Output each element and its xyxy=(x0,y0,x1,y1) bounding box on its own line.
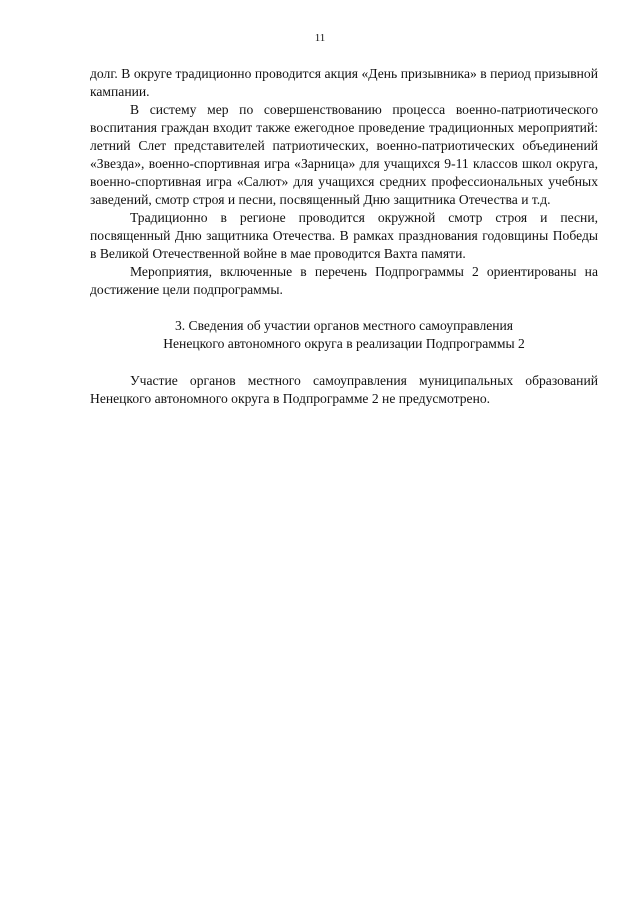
paragraph-local-government: Участие органов местного самоуправления муниципальных образований Ненецкого автономного округа в Подпрограмме 2 не предусмотрено. xyxy=(90,373,598,406)
section-heading-line-1: 3. Сведения об участии органов местного самоуправления xyxy=(174,318,514,333)
paragraph-review: Традиционно в регионе проводится окружной смотр строя и песни, посвященный Дню защитника Отечества. В рамках празднования годовщины Победы в Великой Отечественной войне в мае проводится Вахта памяти. xyxy=(90,210,598,261)
section-heading-line-2: Ненецкого автономного округа в реализации Подпрограммы 2 xyxy=(163,336,525,351)
paragraph-events: Мероприятия, включенные в перечень Подпрограммы 2 ориентированы на достижение цели подпрограммы. xyxy=(90,264,598,297)
paragraph-continuation: долг. В округе традиционно проводится акция «День призывника» в период призывной кампании. xyxy=(90,66,598,99)
page-number: 11 xyxy=(314,32,326,44)
section-heading xyxy=(90,317,598,353)
document-body xyxy=(90,65,598,408)
paragraph-measures: В систему мер по совершенствованию процесса военно-патриотического воспитания граждан входит также ежегодное проведение традиционных мероприятий: летний Слет представителей патриотических, военно-патриотических объединений «Звезда», военно-спортивная игра «Зарница» для учащихся 9-11 классов школ округа, военно-спортивная игра «Салют» для учащихся средних профессиональных учебных заведений, смотр строя и песни, посвященный Дню защитника Отечества и т.д. xyxy=(90,102,598,207)
